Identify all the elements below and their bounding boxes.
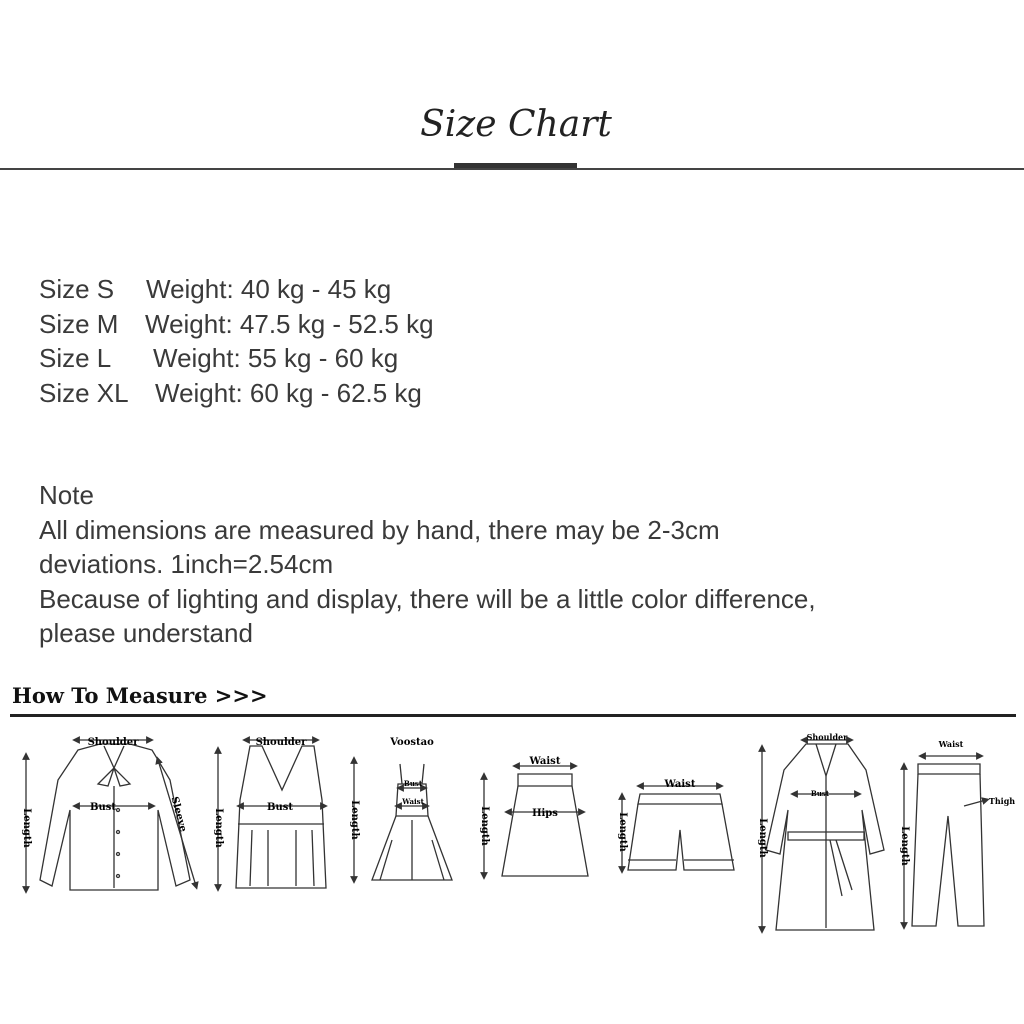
sleeve-label: Sleeve [168, 795, 189, 834]
length-label: Length [479, 806, 490, 846]
length-label: Length [213, 808, 224, 848]
waist-label: Waist [664, 779, 696, 790]
waist-label: Waist [529, 756, 561, 767]
hips-label: Hips [532, 808, 558, 819]
title-underline [454, 163, 577, 168]
note-line: deviations. 1inch=2.54cm [39, 549, 334, 579]
length-label: Length [757, 818, 768, 858]
size-row-s [39, 272, 434, 307]
bust-label: Bust [267, 802, 293, 813]
length-label: Length [899, 826, 910, 866]
header-divider [0, 168, 1024, 170]
size-row-xl [39, 376, 434, 411]
bust-label: Bust [810, 789, 830, 798]
size-label: Size M [39, 308, 119, 339]
trousers-diagram [904, 756, 986, 926]
tank-top-diagram [218, 740, 326, 888]
shoulder-label: Shoulder [87, 737, 139, 748]
thigh-label: Thigh [988, 796, 1016, 806]
size-row-l [39, 341, 434, 376]
note-line: please understand [39, 618, 253, 648]
shoulder-label: Shoulder [255, 737, 307, 748]
shoulder-label: Shoulder [806, 732, 848, 742]
measurement-diagrams [0, 720, 1024, 950]
length-label: Length [349, 800, 360, 840]
size-row-m [39, 307, 434, 342]
page-title: Size Chart [420, 104, 612, 145]
size-list [39, 272, 434, 410]
how-to-measure-heading: How To Measure >>> [12, 683, 268, 708]
waist-label: Waist [938, 739, 964, 749]
size-weight: Weight: 40 kg - 45 kg [146, 274, 392, 304]
size-label: Size XL [39, 377, 129, 408]
waist-label: Waist [402, 797, 424, 806]
coat-diagram [762, 740, 884, 930]
length-label: Length [617, 812, 628, 852]
dress-diagram [354, 760, 452, 880]
size-label: Size S [39, 274, 115, 304]
size-weight: Weight: 47.5 kg - 52.5 kg [145, 308, 434, 339]
skirt-diagram [484, 766, 588, 876]
blouse-diagram [26, 740, 196, 890]
shorts-diagram [622, 786, 734, 870]
bust-label: Bust [90, 802, 116, 813]
size-weight: Weight: 60 kg - 62.5 kg [155, 377, 422, 408]
size-weight: Weight: 55 kg - 60 kg [153, 343, 399, 373]
brand-label: Voostao [390, 737, 434, 748]
bust-label: Bust [403, 779, 423, 788]
note-line: All dimensions are measured by hand, there may be 2-3cm [39, 514, 720, 545]
size-label: Size L [39, 343, 112, 373]
note-section [39, 478, 999, 651]
note-line: Because of lighting and display, there will be a little color difference, [39, 583, 816, 614]
length-label: Length [21, 808, 32, 848]
how-to-measure-divider [10, 714, 1016, 717]
note-heading: Note [39, 480, 94, 510]
